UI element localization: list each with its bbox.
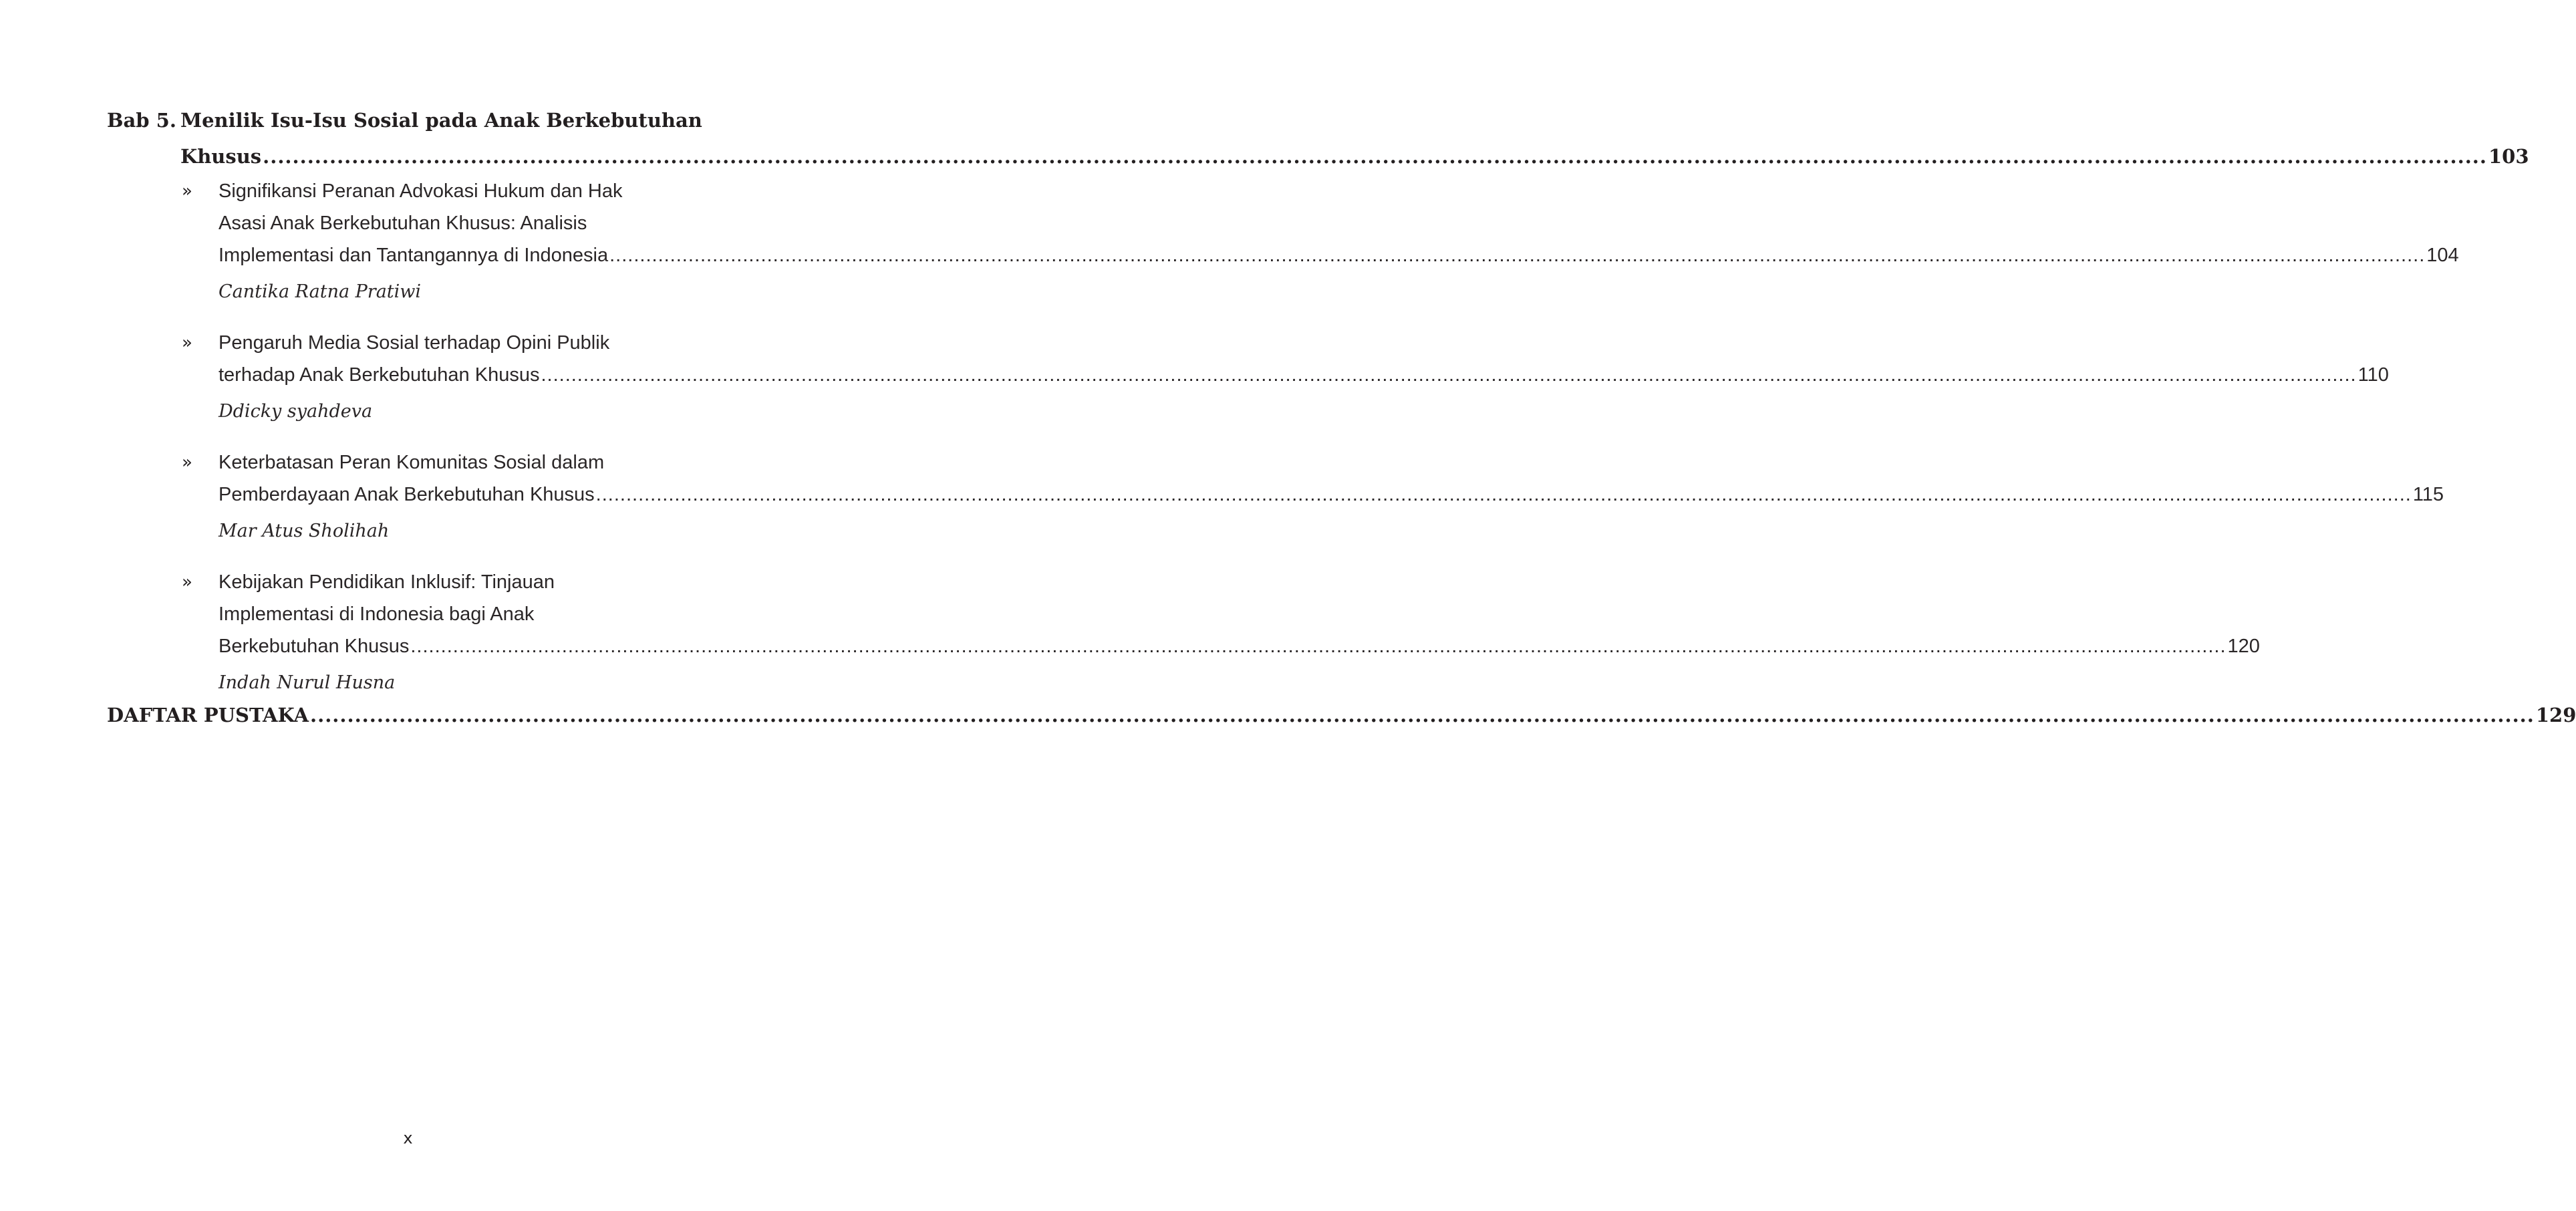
entry-title-line: Signifikansi Peranan Advokasi Hukum dan Hak: [219, 180, 623, 202]
entry-author: Cantika Ratna Pratiwi: [219, 281, 422, 302]
bibliography-label: DAFTAR PUSTAKA: [107, 704, 309, 726]
chapter-page-number: 103: [2488, 145, 2529, 168]
entry-title-last-line: [219, 359, 2389, 391]
bullet-marker: »: [182, 452, 192, 473]
entry-title-last-line: [219, 630, 2260, 662]
entry-title-line: Keterbatasan Peran Komunitas Sosial dalam: [219, 452, 605, 473]
bibliography-page-number: 129: [2535, 704, 2576, 726]
toc-entry: [107, 566, 2260, 699]
entry-title: [219, 175, 2459, 271]
chapter-title-line2-text: Khusus: [180, 145, 262, 168]
entry-title-last-line: [219, 479, 2444, 511]
entry-page-number: 115: [2412, 484, 2444, 505]
entry-page-number: 110: [2357, 364, 2389, 386]
bullet-marker: »: [182, 181, 192, 201]
bullet-marker: »: [182, 572, 192, 592]
chapter-title-line1: Menilik Isu-Isu Sosial pada Anak Berkebutuhan: [180, 109, 702, 132]
chapter-heading: [107, 106, 2529, 178]
toc-entry: [107, 175, 2459, 308]
leader-dots: ............................................................................................................................................................................................................................................................................................................: [595, 484, 2412, 505]
entry-title-line: Asasi Anak Berkebutuhan Khusus: Analisis: [219, 213, 587, 234]
entry-title-line: Implementasi dan Tantangannya di Indonesia: [219, 245, 609, 266]
toc-entry: [107, 327, 2389, 428]
entry-author: Mar Atus Sholihah: [219, 521, 390, 541]
toc-entry: [107, 446, 2444, 547]
entry-title: [219, 446, 2444, 511]
entry-title-line: Pengaruh Media Sosial terhadap Opini Publik: [219, 332, 610, 354]
leader-dots: ............................................................................................................................................................................................................................................................................................................: [609, 245, 2426, 266]
leader-dots: ............................................................................................................................................................................................................................................................................................................: [541, 364, 2357, 386]
page-folio: x: [403, 1129, 413, 1148]
chapter-number: Bab 5.: [107, 109, 176, 132]
entry-page-number: 120: [2227, 636, 2260, 657]
entry-title-line: Pemberdayaan Anak Berkebutuhan Khusus: [219, 484, 595, 505]
entry-title-line: Berkebutuhan Khusus: [219, 636, 410, 657]
bullet-marker: »: [182, 333, 192, 353]
leader-dots: ............................................................................................................................................................................................................................................................................................................: [410, 636, 2227, 657]
entry-page-number: 104: [2426, 245, 2459, 266]
leader-dots: ............................................................................................................................................................................................................................................................................................................: [263, 145, 2487, 168]
entry-author: Ddicky syahdeva: [219, 401, 373, 422]
chapter-title-line2: [180, 142, 2529, 171]
entry-title: [219, 566, 2260, 662]
entry-author: Indah Nurul Husna: [219, 672, 396, 693]
entry-title-last-line: [219, 239, 2459, 271]
entry-title-line: Kebijakan Pendidikan Inklusif: Tinjauan: [219, 571, 555, 593]
bibliography-entry: [107, 700, 2576, 730]
entry-title-line: terhadap Anak Berkebutuhan Khusus: [219, 364, 540, 386]
entry-title-line: Implementasi di Indonesia bagi Anak: [219, 603, 535, 625]
toc-entries: [107, 175, 2459, 699]
entry-title: [219, 327, 2389, 391]
leader-dots: ............................................................................................................................................................................................................................................................................................................: [310, 704, 2535, 726]
